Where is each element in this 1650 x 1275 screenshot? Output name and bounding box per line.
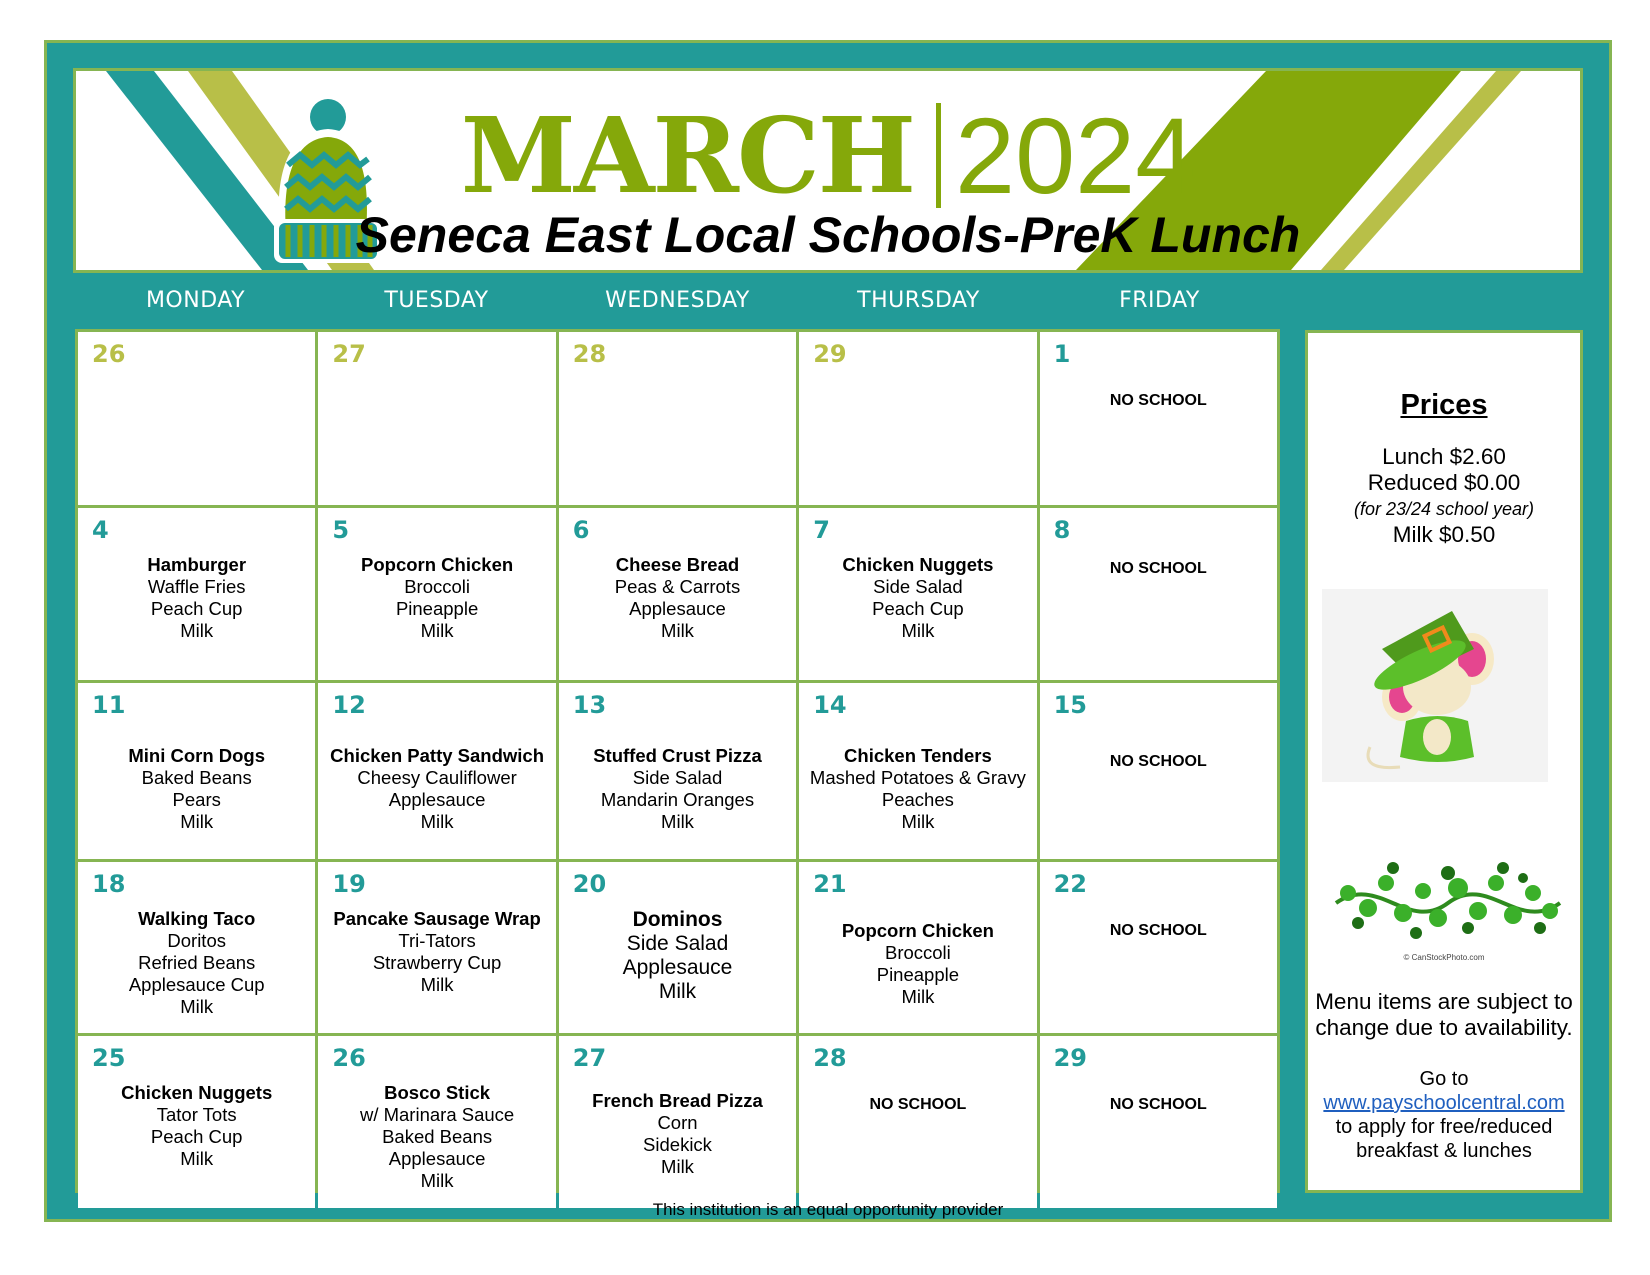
prices-heading: Prices (1400, 389, 1488, 421)
title-divider (936, 103, 941, 208)
calendar-day-cell (799, 332, 1036, 505)
milk-price: Milk $0.50 (1392, 522, 1496, 547)
menu-side: Milk (901, 620, 935, 641)
year-label: 2024 (955, 95, 1196, 216)
calendar-day-cell (78, 1036, 315, 1208)
no-school-label: NO SCHOOL (1109, 1096, 1207, 1113)
day-number: 20 (572, 870, 607, 898)
day-number: 18 (92, 870, 126, 898)
menu-entree: Mini Corn Dogs (128, 745, 266, 766)
menu-side: Peach Cup (872, 598, 964, 619)
day-number: 25 (92, 1044, 126, 1072)
menu-side: Pineapple (395, 598, 479, 619)
calendar-day-cell (1040, 1036, 1277, 1208)
calendar-day-cell (799, 508, 1036, 680)
menu-list (318, 1082, 555, 1192)
calendar-day-cell (559, 862, 796, 1033)
calendar-day-cell (78, 508, 315, 680)
calendar-day-cell (78, 332, 315, 505)
shamrock-swirl-image (1328, 833, 1568, 958)
day-number: 4 (92, 516, 109, 544)
apply-text: to apply for free/reduced breakfast & lunches (1335, 1116, 1553, 1162)
calendar-day-cell (799, 683, 1036, 859)
menu-entree: Bosco Stick (384, 1082, 491, 1103)
menu-side: Milk (661, 1156, 694, 1177)
calendar-day-cell (1040, 683, 1277, 859)
menu-list (559, 908, 796, 1004)
menu-entree: Popcorn Chicken (841, 920, 994, 941)
calendar-grid (75, 329, 1280, 1193)
availability-notice: Menu items are subject to change due to availability. (1315, 989, 1573, 1040)
no-school-label: NO SCHOOL (869, 1096, 967, 1113)
menu-side: Milk (180, 996, 214, 1017)
menu-list (78, 745, 315, 833)
menu-side: Milk (180, 811, 214, 832)
menu-entree: Chicken Nuggets (842, 554, 994, 575)
no-school-label: NO SCHOOL (1109, 922, 1207, 939)
payschoolcentral-link[interactable]: www.payschoolcentral.com (1323, 1092, 1565, 1114)
footer-statement: This institution is an equal opportunity provider (652, 1200, 1004, 1219)
day-number: 14 (813, 691, 847, 719)
menu-list (318, 908, 555, 996)
menu-list (78, 908, 315, 1018)
menu-entree: French Bread Pizza (592, 1090, 763, 1111)
menu-side: Milk (180, 1148, 214, 1169)
menu-side: Milk (658, 980, 697, 1003)
menu-entree: Popcorn Chicken (361, 554, 514, 575)
menu-side: Mandarin Oranges (600, 789, 755, 810)
menu-side: Applesauce (629, 598, 726, 619)
menu-entree: Chicken Tenders (844, 745, 992, 766)
day-number: 7 (813, 516, 830, 544)
menu-list (799, 745, 1036, 833)
calendar-day-cell (1040, 508, 1277, 680)
menu-side: Mashed Potatoes & Gravy (809, 767, 1026, 788)
menu-side: w/ Marinara Sauce (359, 1104, 515, 1125)
menu-entree: Dominos (632, 908, 723, 931)
reduced-note: (for 23/24 school year) (1353, 499, 1535, 519)
day-number: 26 (332, 1044, 366, 1072)
menu-side: Baked Beans (141, 767, 252, 788)
menu-side: Applesauce Cup (128, 974, 265, 995)
calendar-day-cell (559, 683, 796, 859)
menu-entree: Cheese Bread (615, 554, 740, 575)
menu-side: Baked Beans (382, 1126, 493, 1147)
menu-side: Milk (180, 620, 214, 641)
menu-side: Peach Cup (150, 1126, 243, 1147)
calendar-day-cell (318, 683, 555, 859)
calendar-day-cell (318, 1036, 555, 1208)
menu-entree: Pancake Sausage Wrap (333, 908, 541, 929)
menu-side: Milk (420, 1170, 454, 1191)
menu-side: Cheesy Cauliflower (357, 767, 517, 788)
menu-entree: Chicken Nuggets (121, 1082, 273, 1103)
image-credit: © CanStockPhoto.com (1403, 953, 1485, 962)
reduced-price: Reduced $0.00 (1367, 470, 1521, 495)
menu-side: Side Salad (626, 932, 729, 955)
calendar-title (76, 93, 1580, 218)
weekday-wednesday: WEDNESDAY (605, 288, 750, 313)
calendar-day-cell (1040, 862, 1277, 1033)
calendar-day-cell (78, 683, 315, 859)
menu-entree: Stuffed Crust Pizza (593, 745, 762, 766)
menu-side: Pineapple (876, 964, 960, 985)
menu-side: Broccoli (884, 942, 951, 963)
menu-side: Milk (420, 620, 454, 641)
menu-side: Peas & Carrots (614, 576, 741, 597)
menu-side: Waffle Fries (147, 576, 246, 597)
info-sidebar (1305, 330, 1583, 1193)
day-number: 5 (332, 516, 350, 544)
calendar-day-cell (559, 508, 796, 680)
day-number: 12 (332, 691, 366, 719)
menu-list (318, 554, 555, 642)
menu-entree: Chicken Patty Sandwich (330, 745, 545, 766)
calendar-day-cell (559, 332, 796, 505)
leprechaun-mouse-image (1322, 589, 1548, 782)
lunch-price: Lunch $2.60 (1382, 444, 1506, 469)
menu-side: Side Salad (873, 576, 963, 597)
menu-side: Milk (420, 974, 454, 995)
menu-list (799, 920, 1036, 1008)
header-banner (73, 68, 1583, 273)
day-number: 27 (332, 340, 366, 368)
day-number: 8 (1053, 516, 1071, 544)
day-number: 1 (1053, 340, 1071, 368)
menu-side: Milk (661, 620, 694, 641)
page-subtitle: Seneca East Local Schools-PreK Lunch (355, 207, 1301, 263)
calendar-day-cell (559, 1036, 796, 1208)
menu-side: Refried Beans (138, 952, 256, 973)
menu-side: Applesauce (388, 789, 486, 810)
day-number: 28 (572, 340, 607, 368)
menu-side: Applesauce (388, 1148, 486, 1169)
menu-side: Peaches (881, 789, 954, 810)
weekday-header (75, 273, 1280, 329)
price-list (1308, 444, 1580, 548)
menu-side: Pears (172, 789, 221, 810)
day-number: 6 (572, 516, 590, 544)
calendar-day-cell (799, 1036, 1036, 1208)
weekday-thursday: THURSDAY (857, 288, 980, 313)
menu-list (78, 554, 315, 642)
calendar-day-cell (1040, 332, 1277, 505)
menu-list (78, 1082, 315, 1170)
menu-side: Side Salad (632, 767, 723, 788)
menu-side: Applesauce (622, 956, 733, 979)
day-number: 28 (813, 1044, 847, 1072)
weekday-monday: MONDAY (145, 288, 246, 313)
menu-side: Milk (420, 811, 454, 832)
goto-label: Go to (1419, 1068, 1469, 1090)
menu-list (799, 554, 1036, 642)
menu-side: Tator Tots (156, 1104, 237, 1125)
day-number: 27 (572, 1044, 607, 1072)
calendar-day-cell (799, 862, 1036, 1033)
weekday-friday: FRIDAY (1119, 288, 1200, 313)
calendar-day-cell (78, 862, 315, 1033)
day-number: 21 (813, 870, 847, 898)
menu-list (318, 745, 555, 833)
menu-side: Corn (657, 1112, 698, 1133)
day-number: 22 (1053, 870, 1087, 898)
day-number: 15 (1053, 691, 1087, 719)
no-school-label: NO SCHOOL (1109, 560, 1207, 577)
menu-list (559, 745, 796, 833)
menu-side: Sidekick (643, 1134, 712, 1155)
menu-side: Tri-Tators (398, 930, 476, 951)
month-label: MARCH (460, 94, 914, 217)
day-number: 29 (1053, 1044, 1087, 1072)
menu-side: Milk (661, 811, 694, 832)
calendar-day-cell (318, 508, 555, 680)
no-school-label: NO SCHOOL (1109, 753, 1207, 770)
menu-side: Strawberry Cup (372, 952, 502, 973)
day-number: 19 (332, 870, 366, 898)
menu-side: Peach Cup (150, 598, 243, 619)
calendar-day-cell (318, 862, 555, 1033)
weekday-tuesday: TUESDAY (384, 288, 489, 313)
menu-entree: Walking Taco (138, 908, 256, 929)
calendar-day-cell (318, 332, 555, 505)
menu-side: Milk (901, 811, 935, 832)
apply-info (1308, 1067, 1580, 1163)
menu-side: Doritos (167, 930, 226, 951)
day-number: 11 (92, 691, 126, 719)
menu-side: Milk (901, 986, 935, 1007)
day-number: 26 (92, 340, 126, 368)
menu-list (559, 1090, 796, 1178)
day-number: 13 (572, 691, 607, 719)
no-school-label: NO SCHOOL (1109, 392, 1207, 409)
menu-entree: Hamburger (147, 554, 247, 575)
day-number: 29 (813, 340, 847, 368)
menu-list (559, 554, 796, 642)
menu-side: Broccoli (404, 576, 470, 597)
